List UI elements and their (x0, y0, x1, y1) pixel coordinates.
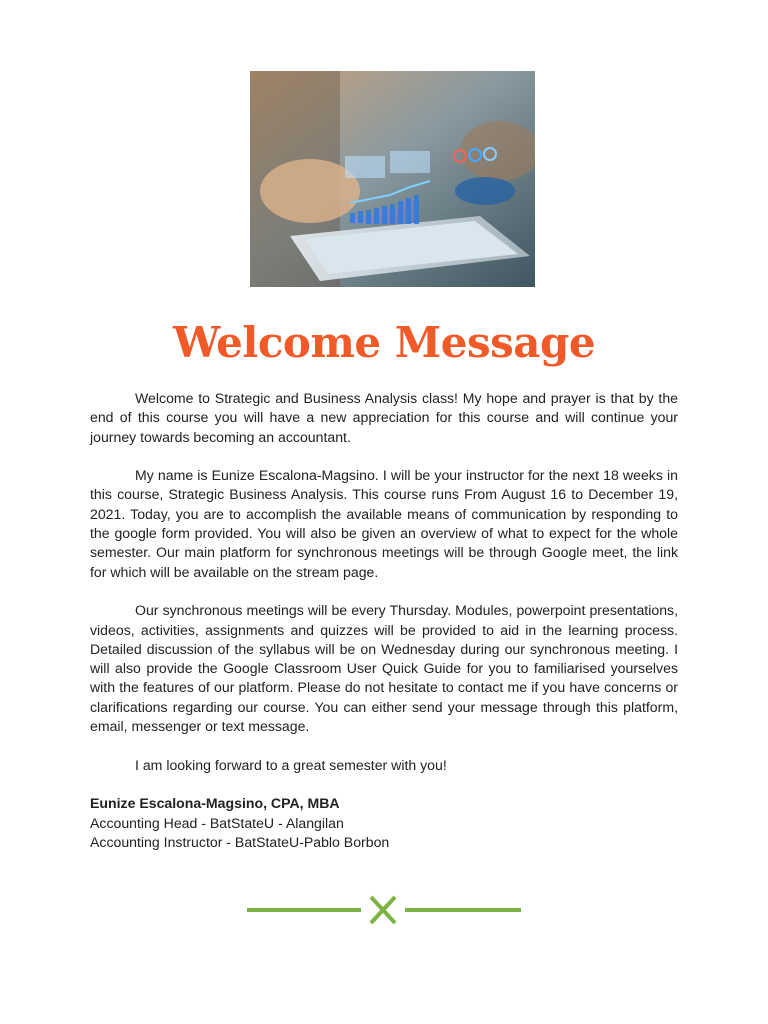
page-title: Welcome Message (172, 318, 596, 367)
hero-image (250, 71, 535, 287)
paragraph: My name is Eunize Escalona-Magsino. I will be your instructor for the next 18 weeks in this course, Strategic Business Analysis. This course runs From August 16 to December 19, 2021. Today, you are to accomplish the available means of communication by responding to the google form provided. You will also be given an overview of what to expect for the whole semester. Our main platform for synchronous meetings will be through Google meet, the link for which will be available on the stream page. (90, 467, 678, 580)
message-body (90, 389, 678, 852)
signature-title-1: Accounting Head - BatStateU - Alangilan (90, 814, 344, 831)
paragraph: Our synchronous meetings will be every Thursday. Modules, powerpoint presentations, videos, activities, assignments and quizzes will be provided to aid in the learning process. Detailed discussion of the syllabus will be on Wednesday during our synchronous meeting. I will also provide the Google Classroom User Quick Guide for you to familiarised yourselves with the features of our platform. Please do not hesitate to contact me if you have concerns or clarifications regarding our course. You can either send your message through this platform, email, messenger or text message. (90, 602, 678, 735)
signature-name: Eunize Escalona-Magsino, CPA, MBA (90, 795, 340, 812)
paragraph: Welcome to Strategic and Business Analysis class! My hope and prayer is that by the end of this course you will have a new appreciation for this course and will continue your journey towards becoming an accountant. (90, 390, 678, 445)
paragraph: I am looking forward to a great semester with you! (135, 756, 447, 773)
signature-block (90, 794, 678, 852)
x-divider-icon (247, 892, 521, 928)
signature-title-2: Accounting Instructor - BatStateU-Pablo Borbon (90, 833, 390, 850)
